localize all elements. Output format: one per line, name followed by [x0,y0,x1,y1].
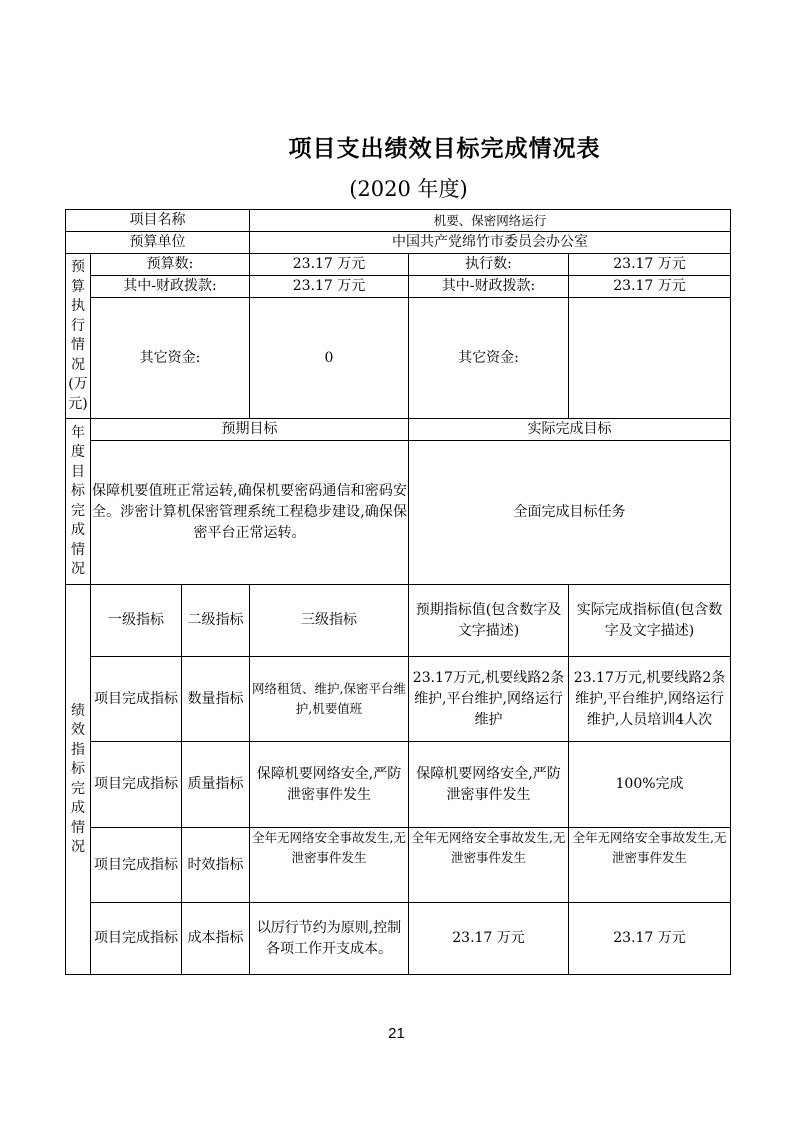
header-level3: 三级指标 [250,585,409,657]
budget-side-label: 预算执行情况(万元) [66,254,91,419]
header-level1: 一级指标 [91,585,182,657]
table-row [66,742,731,828]
fiscal-label-actual: 其中-财政拨款: [409,276,569,298]
row-level1: 项目完成指标 [91,903,182,975]
annual-header-row [66,419,731,441]
header-expected: 预期指标值(包含数字及文字描述) [409,585,569,657]
fiscal-row [66,276,731,298]
other-funds-value-actual [569,298,731,419]
row-level1: 项目完成指标 [91,657,182,742]
row-level2: 质量指标 [182,742,250,828]
budget-amount-value: 23.17 万元 [250,254,409,276]
project-name-row [66,210,731,232]
row-level2: 时效指标 [182,828,250,903]
page-number: 21 [388,1025,405,1042]
row-expected: 23.17 万元 [409,903,569,975]
annual-content-row [66,441,731,585]
annual-side-label: 年度目标完成情况 [66,419,91,585]
row-level3: 网络租赁、维护,保密平台维护,机要值班 [250,657,409,742]
fiscal-label: 其中-财政拨款: [91,276,250,298]
row-expected: 23.17万元,机要线路2条维护,平台维护,网络运行维护 [409,657,569,742]
row-level2: 成本指标 [182,903,250,975]
row-expected: 保障机要网络安全,严防泄密事件发生 [409,742,569,828]
row-level1: 项目完成指标 [91,828,182,903]
table-row [66,657,731,742]
header-level2: 二级指标 [182,585,250,657]
expected-goal-text: 保障机要值班正常运转,确保机要密码通信和密码安全。涉密计算机保密管理系统工程稳步建设,确保保密平台正常运转。 [91,441,409,585]
budget-row [66,254,731,276]
fiscal-value: 23.17 万元 [250,276,409,298]
row-actual: 23.17 万元 [569,903,731,975]
project-name-label: 项目名称 [66,210,250,232]
page-subtitle: (2020 年度) [349,177,468,201]
budget-amount-label: 预算数: [91,254,250,276]
budget-unit-row [66,232,731,254]
row-level3: 以厉行节约为原则,控制各项工作开支成本。 [250,903,409,975]
row-actual: 100%完成 [569,742,731,828]
page-title: 项目支出绩效目标完成情况表 [288,136,601,162]
other-funds-label-actual: 其它资金: [409,298,569,419]
exec-amount-value: 23.17 万元 [569,254,731,276]
actual-goal-header: 实际完成目标 [409,419,731,441]
table-row [66,828,731,903]
row-level1: 项目完成指标 [91,742,182,828]
table-row [66,903,731,975]
performance-side-label: 绩效指标完成情况 [66,585,91,975]
fiscal-value-actual: 23.17 万元 [569,276,731,298]
row-actual: 23.17万元,机要线路2条维护,平台维护,网络运行维护,人员培训4人次 [569,657,731,742]
actual-goal-text: 全面完成目标任务 [409,441,731,585]
expected-goal-header: 预期目标 [91,419,409,441]
row-expected: 全年无网络安全事故发生,无泄密事件发生 [409,828,569,903]
row-level3: 保障机要网络安全,严防泄密事件发生 [250,742,409,828]
header-actual: 实际完成指标值(包含数字及文字描述) [569,585,731,657]
performance-table [65,209,731,975]
other-funds-label: 其它资金: [91,298,250,419]
row-level2: 数量指标 [182,657,250,742]
indicator-header-row [66,585,731,657]
budget-unit-label: 预算单位 [66,232,250,254]
project-name-value: 机要、保密网络运行 [250,210,731,232]
row-level3: 全年无网络安全事故发生,无泄密事件发生 [250,828,409,903]
budget-unit-value: 中国共产党绵竹市委员会办公室 [250,232,731,254]
other-funds-row [66,298,731,419]
row-actual: 全年无网络安全事故发生,无泄密事件发生 [569,828,731,903]
other-funds-value: 0 [250,298,409,419]
exec-amount-label: 执行数: [409,254,569,276]
